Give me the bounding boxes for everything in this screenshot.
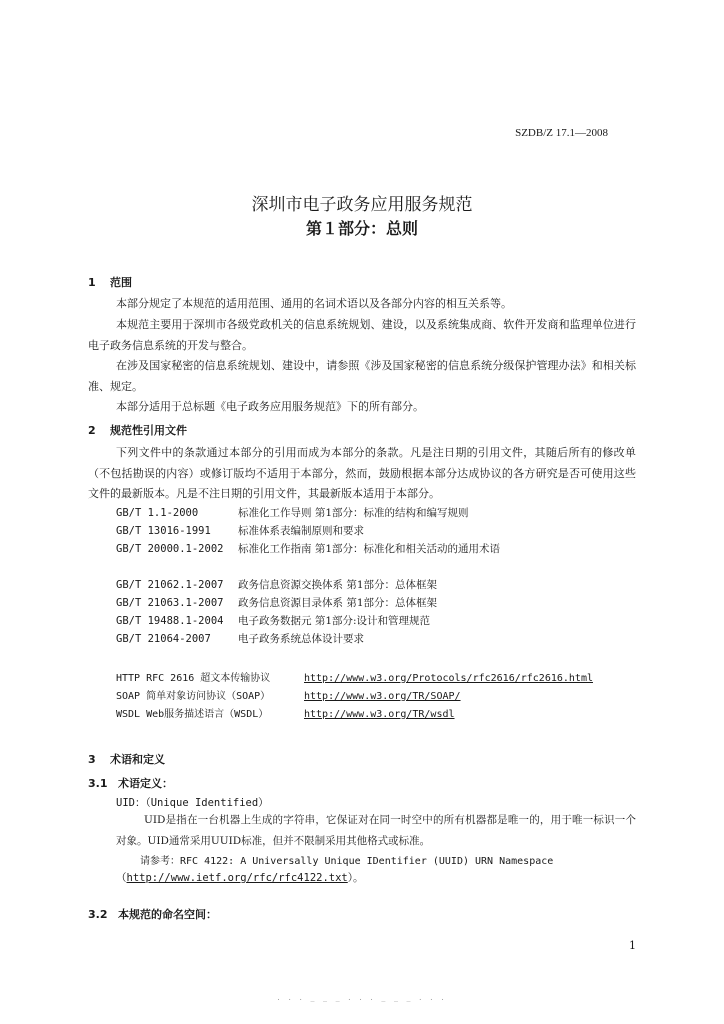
section-1-paragraph-1: 本部分规定了本规范的适用范围、通用的名词术语以及各部分内容的相互关系等。 xyxy=(116,297,512,310)
section-title: 范围 xyxy=(110,276,132,289)
subsection-title: 本规范的命名空间： xyxy=(118,908,217,921)
reference-row xyxy=(116,523,364,538)
reference-title: 标准化工作导则 第1部分：标准的结构和编写规则 xyxy=(238,507,469,519)
section-title: 规范性引用文件 xyxy=(110,424,187,437)
section-3-heading xyxy=(88,751,165,767)
protocol-name: HTTP RFC 2616 超文本传输协议 xyxy=(116,673,271,684)
section-number: 3 xyxy=(88,753,96,766)
reference-code: GB/T 1.1-2000 xyxy=(116,507,199,519)
reference-title: 电子政务系统总体设计要求 xyxy=(238,633,364,645)
subsection-number: 3.1 xyxy=(88,777,108,790)
section-number: 1 xyxy=(88,276,96,289)
reference-title: 电子政务数据元 第1部分:设计和管理规范 xyxy=(238,615,431,627)
rfc-reference-url-line xyxy=(116,870,364,885)
document-subtitle: 第１部分：总则 xyxy=(305,219,418,238)
reference-code: GB/T 19488.1-2004 xyxy=(116,615,224,627)
rfc-reference: 请参考：RFC 4122: A Universally Unique IDentifier (UUID) URN Namespace xyxy=(140,856,554,867)
reference-title: 政务信息资源交换体系 第1部分：总体框架 xyxy=(238,579,438,591)
subsection-3-1-heading xyxy=(88,775,173,791)
paren-open: （ xyxy=(116,872,127,884)
paren-close: ）。 xyxy=(347,872,364,884)
protocol-name: WSDL Web服务描述语言（WSDL） xyxy=(116,709,269,720)
reference-row xyxy=(116,541,500,556)
protocol-link[interactable]: http://www.w3.org/TR/wsdl xyxy=(304,709,455,720)
section-2-paragraph-1: 下列文件中的条款通过本部分的引用而成为本部分的条款。凡是注日期的引用文件，其随后所有的修改单（不包括勘误的内容）或修订版均不适用于本部分，然而，鼓励根据本部分达成协议的各方研究是否可使用这些文件的最新版本。凡是不注日期的引用文件，其最新版本适用于本部分。 xyxy=(88,446,636,500)
section-2-heading xyxy=(88,422,187,438)
section-1-heading xyxy=(88,274,132,290)
section-1-paragraph-4: 本部分适用于总标题《电子政务应用服务规范》下的所有部分。 xyxy=(116,400,424,413)
reference-row xyxy=(116,505,469,520)
document-code: SZDB/Z 17.1—2008 xyxy=(515,127,608,139)
protocol-row xyxy=(116,687,461,702)
protocol-row xyxy=(116,705,455,720)
subsection-3-2-heading xyxy=(88,906,217,922)
subsection-number: 3.2 xyxy=(88,908,108,921)
reference-row xyxy=(116,577,437,592)
rfc-link[interactable]: http://www.ietf.org/rfc/rfc4122.txt xyxy=(126,872,348,884)
reference-title: 政务信息资源目录体系 第1部分：总体框架 xyxy=(238,597,438,609)
reference-code: GB/T 20000.1-2002 xyxy=(116,543,224,555)
protocol-name: SOAP 简单对象访问协议（SOAP） xyxy=(116,691,271,702)
reference-row xyxy=(116,613,430,628)
page-number: 1 xyxy=(629,939,636,952)
footer-scan-marks: . . . _ _ _ . . . _ _ _ . . . xyxy=(277,993,447,1002)
reference-code: GB/T 21063.1-2007 xyxy=(116,597,224,609)
reference-code: GB/T 13016-1991 xyxy=(116,525,211,537)
uid-definition: UID是指在一台机器上生成的字符串，它保证对在同一时空中的所有机器都是唯一的，用于唯一标识一个对象。UID通常采用UUID标准，但并不限制采用其他格式或标准。 xyxy=(116,814,636,847)
reference-row xyxy=(116,595,437,610)
section-1-paragraph-2: 本规范主要用于深圳市各级党政机关的信息系统规划、建设，以及系统集成商、软件开发商和监理单位进行电子政务信息系统的开发与整合。 xyxy=(88,318,636,352)
section-number: 2 xyxy=(88,424,96,437)
section-1-paragraph-3: 在涉及国家秘密的信息系统规划、建设中，请参照《涉及国家秘密的信息系统分级保护管理办法》和相关标准、规定。 xyxy=(88,359,636,393)
protocol-link[interactable]: http://www.w3.org/Protocols/rfc2616/rfc2616.html xyxy=(304,673,593,684)
protocol-link[interactable]: http://www.w3.org/TR/SOAP/ xyxy=(304,691,461,702)
reference-title: 标准化工作指南 第1部分：标准化和相关活动的通用术语 xyxy=(238,543,501,555)
subsection-title: 术语定义： xyxy=(118,777,173,790)
reference-code: GB/T 21062.1-2007 xyxy=(116,579,224,591)
protocol-row xyxy=(116,669,593,684)
reference-row xyxy=(116,631,364,646)
uid-term: UID：（Unique Identified） xyxy=(116,797,269,809)
reference-title: 标准体系表编制原则和要求 xyxy=(238,525,364,537)
section-title: 术语和定义 xyxy=(110,753,165,766)
document-title: 深圳市电子政务应用服务规范 xyxy=(251,195,473,215)
reference-code: GB/T 21064-2007 xyxy=(116,633,211,645)
